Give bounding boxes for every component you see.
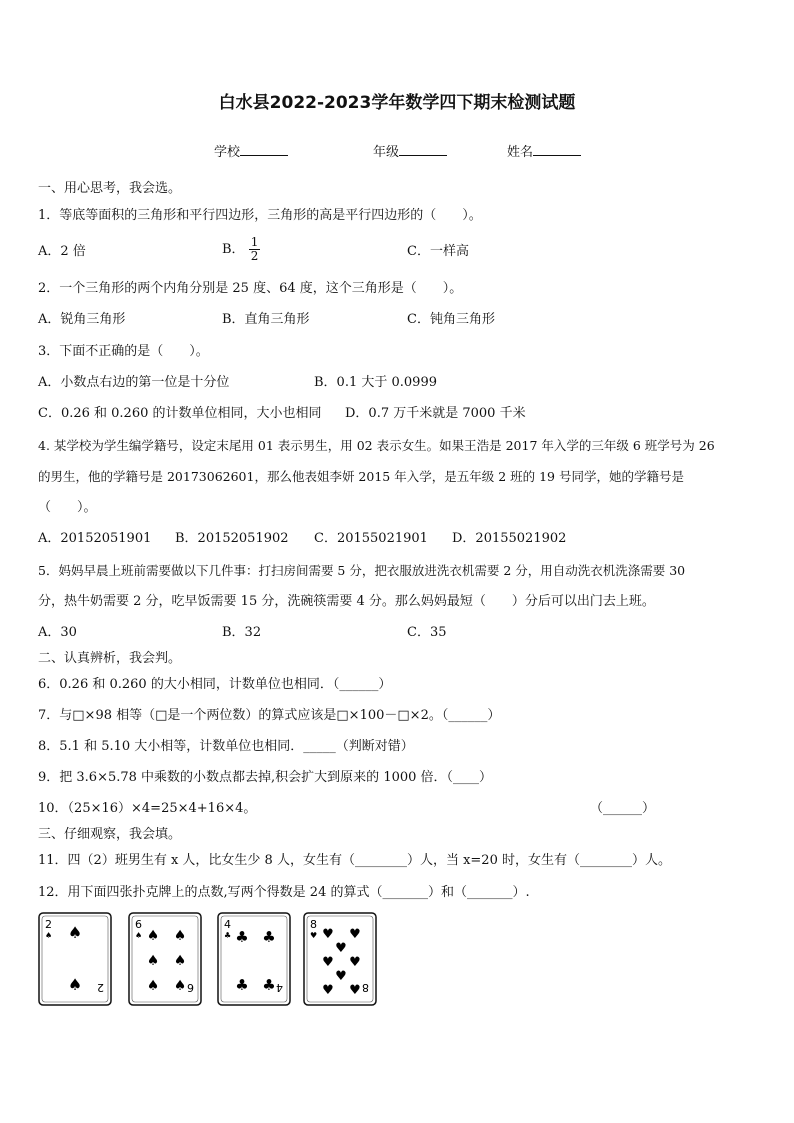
spade-icon: ♠ [67, 975, 83, 994]
name-blank [533, 142, 581, 156]
spade-icon: ♠ [67, 923, 83, 942]
question-7: 7．与□×98 相等（□是一个两位数）的算式应该是□×100－□×2。（______） [38, 708, 501, 723]
card-rank-top: 8 [310, 918, 317, 931]
heart-icon: ♥ [335, 941, 347, 956]
heart-icon: ♥ [322, 955, 334, 970]
card-graphic [38, 912, 112, 1006]
club-icon: ♣ [235, 976, 249, 994]
spade-icon: ♠ [135, 931, 143, 940]
question-2-option-a: A．锐角三角形 [38, 312, 126, 327]
question-3-stem: 3．下面不正确的是（ ）。 [38, 344, 209, 359]
grade-field [373, 141, 447, 160]
name-label: 姓名 [507, 145, 534, 160]
question-12: 12．用下面四张扑克牌上的点数,写两个得数是 24 的算式（_______）和（_______）. [38, 885, 530, 900]
fraction-denominator: 2 [250, 249, 259, 263]
playing-card-6-spades [128, 912, 202, 1010]
club-icon: ♣ [262, 976, 276, 994]
spade-icon: ♠ [45, 931, 53, 940]
card-graphic [217, 912, 291, 1006]
question-5-option-b: B．32 [222, 625, 262, 640]
heart-icon: ♥ [349, 983, 361, 998]
question-11: 11．四（2）班男生有 x 人，比女生少 8 人，女生有（________）人，当 x=20 时，女生有（________）人。 [38, 853, 671, 868]
fraction-numerator: 1 [250, 235, 259, 249]
heart-icon: ♥ [349, 955, 361, 970]
question-1-option-b [222, 236, 260, 263]
question-3-option-c: C．0.26 和 0.260 的计数单位相同，大小也相同 [38, 406, 322, 421]
club-icon: ♣ [262, 928, 276, 946]
question-2-stem: 2．一个三角形的两个内角分别是 25 度、64 度，这个三角形是（ ）。 [38, 281, 463, 296]
spade-icon: ♠ [146, 953, 160, 969]
section-1-heading: 一、用心思考，我会选。 [38, 181, 182, 196]
question-1-option-a: A．2 倍 [38, 244, 86, 259]
card-graphic [303, 912, 377, 1006]
question-4-line-2: 的男生，他的学籍号是 20173062601，那么他表姐李妍 2015 年入学，是五年级 2 班的 19 号同学，她的学籍号是 [38, 469, 684, 484]
question-5-option-a: A．30 [38, 625, 77, 640]
question-8: 8．5.1 和 5.10 大小相等，计数单位也相同．_____（判断对错） [38, 739, 414, 754]
heart-icon: ♥ [349, 927, 361, 942]
card-rank-top: 6 [135, 918, 142, 931]
page-title: 白水县2022-2023学年数学四下期末检测试题 [218, 93, 576, 113]
playing-card-2-spades [38, 912, 112, 1010]
school-blank [240, 142, 288, 156]
club-icon: ♣ [224, 931, 232, 940]
option-b-prefix: B． [222, 242, 245, 257]
question-5-line-1: 5．妈妈早晨上班前需要做以下几件事：打扫房间需要 5 分，把衣服放进洗衣机需要 2 分，用自动洗衣机洗涤需要 30 [38, 563, 686, 578]
card-graphic [128, 912, 202, 1006]
card-rank-bottom: 4 [276, 981, 283, 994]
question-2-option-b: B．直角三角形 [222, 312, 310, 327]
heart-icon: ♥ [322, 927, 334, 942]
card-rank-bottom: 2 [97, 981, 104, 994]
question-4-option-a: A．20152051901 [38, 531, 152, 546]
spade-icon: ♠ [146, 928, 160, 944]
spade-icon: ♠ [173, 953, 187, 969]
question-3-option-b: B．0.1 大于 0.0999 [314, 375, 437, 390]
spade-icon: ♠ [173, 978, 187, 994]
question-9: 9．把 3.6×5.78 中乘数的小数点都去掉,积会扩大到原来的 1000 倍．（____） [38, 770, 493, 785]
playing-card-4-clubs [217, 912, 291, 1010]
club-icon: ♣ [235, 928, 249, 946]
section-3-heading: 三、仔细观察，我会填。 [38, 827, 182, 842]
question-1-stem: 1．等底等面积的三角形和平行四边形，三角形的高是平行四边形的（ ）。 [38, 208, 482, 223]
playing-card-8-hearts [303, 912, 377, 1010]
question-3-option-a: A．小数点右边的第一位是十分位 [38, 375, 230, 390]
question-4-option-d: D．20155021902 [452, 531, 567, 546]
question-4-option-b: B．20152051902 [175, 531, 289, 546]
question-4-line-3: （ ）。 [38, 500, 97, 515]
name-field [507, 141, 581, 160]
question-5-option-c: C．35 [407, 625, 447, 640]
question-2-option-c: C．钝角三角形 [407, 312, 495, 327]
spade-icon: ♠ [146, 978, 160, 994]
card-rank-top: 4 [224, 918, 231, 931]
heart-icon: ♥ [322, 983, 334, 998]
school-label: 学校 [214, 145, 241, 160]
grade-label: 年级 [373, 145, 400, 160]
question-4-line-1: 4. 某学校为学生编学籍号，设定末尾用 01 表示男生，用 02 表示女生。如果王浩是 2017 年入学的三年级 6 班学号为 26 [38, 438, 715, 453]
question-10: 10．（25×16）×4=25×4+16×4。 [38, 801, 257, 816]
heart-icon: ♥ [335, 969, 347, 984]
school-field [214, 141, 288, 160]
question-4-option-c: C．20155021901 [314, 531, 428, 546]
question-3-option-d: D．0.7 万千米就是 7000 千米 [345, 406, 526, 421]
fraction-one-half [249, 236, 261, 263]
question-10-answer-blank: （______） [590, 801, 656, 816]
spade-icon: ♠ [173, 928, 187, 944]
card-rank-bottom: 6 [187, 981, 194, 994]
grade-blank [399, 142, 447, 156]
question-1-option-c: C．一样高 [407, 244, 469, 259]
section-2-heading: 二、认真辨析，我会判。 [38, 651, 182, 666]
card-rank-top: 2 [45, 918, 52, 931]
card-rank-bottom: 8 [362, 981, 369, 994]
heart-icon: ♥ [310, 931, 318, 940]
question-5-line-2: 分，热牛奶需要 2 分，吃早饭需要 15 分，洗碗筷需要 4 分。那么妈妈最短（ ）分后可以出门去上班。 [38, 594, 655, 609]
question-6: 6．0.26 和 0.260 的大小相同，计数单位也相同．（______） [38, 677, 392, 692]
